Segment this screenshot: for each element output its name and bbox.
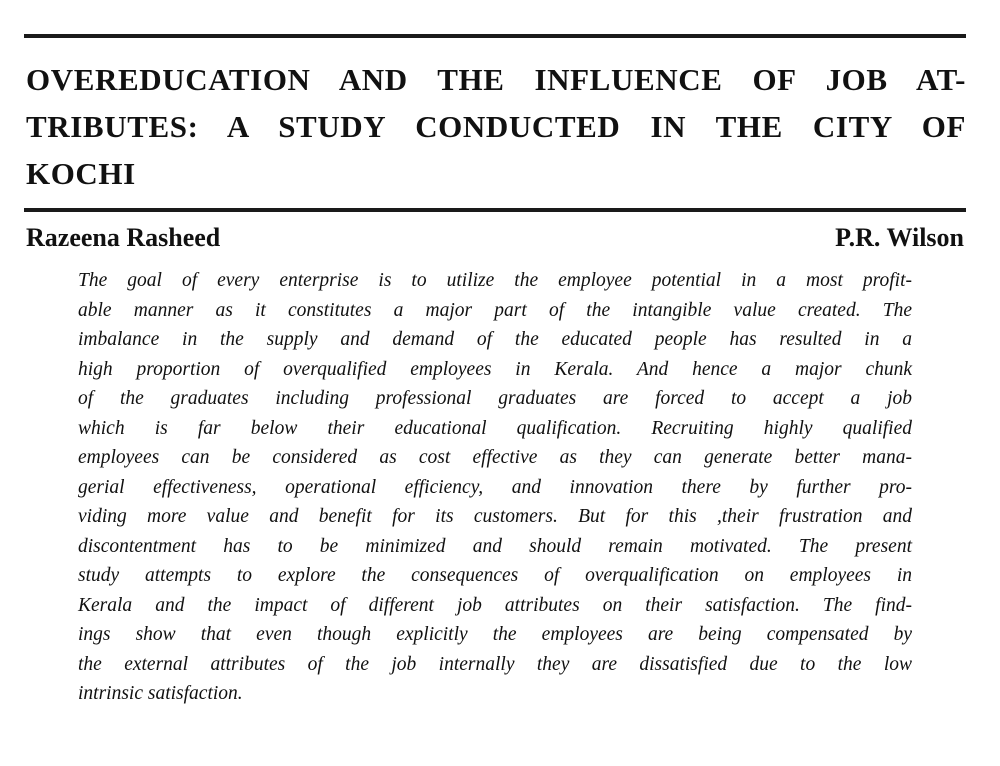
title-bottom-rule (24, 208, 966, 212)
author-name-2: P.R. Wilson (835, 223, 964, 252)
abstract-line: The goal of every enterprise is to utilize the employee potential in a most profit- (78, 270, 912, 291)
top-rule (24, 34, 966, 38)
title-line-1: OVEREDUCATION AND THE INFLUENCE OF JOB AT- (26, 62, 966, 97)
abstract-line: Kerala and the impact of different job attributes on their satisfaction. The find- (78, 594, 912, 616)
abstract-line: high proportion of overqualified employees in Kerala. And hence a major chunk (78, 358, 912, 380)
abstract-line: which is far below their educational qualification. Recruiting highly qualified (78, 417, 912, 439)
abstract-line: employees can be considered as cost effective as they can generate better mana- (78, 447, 912, 468)
abstract-line: viding more value and benefit for its customers. But for this ,their frustration and (78, 506, 912, 527)
paper-title (26, 56, 966, 197)
author-list (26, 220, 966, 256)
author-name-1: Razeena Rasheed (26, 223, 221, 252)
abstract-line: study attempts to explore the consequences of overqualification on employees in (78, 565, 912, 586)
title-line-2: TRIBUTES: A STUDY CONDUCTED IN THE CITY OF (26, 109, 966, 144)
abstract-line: gerial effectiveness, operational efficiency, and innovation there by further pro- (78, 476, 912, 498)
abstract-line: ings show that even though explicitly the employees are being compensated by (78, 624, 912, 645)
abstract (78, 266, 912, 709)
abstract-line: intrinsic satisfaction. (78, 683, 243, 704)
abstract-line: the external attributes of the job internally they are dissatisfied due to the low (78, 653, 912, 675)
abstract-line: able manner as it constitutes a major part of the intangible value created. The (78, 299, 912, 321)
abstract-line: imbalance in the supply and demand of the educated people has resulted in a (78, 329, 912, 350)
title-line-3: KOCHI (26, 156, 136, 191)
abstract-line: of the graduates including professional graduates are forced to accept a job (78, 388, 912, 409)
abstract-line: discontentment has to be minimized and should remain motivated. The present (78, 535, 912, 557)
